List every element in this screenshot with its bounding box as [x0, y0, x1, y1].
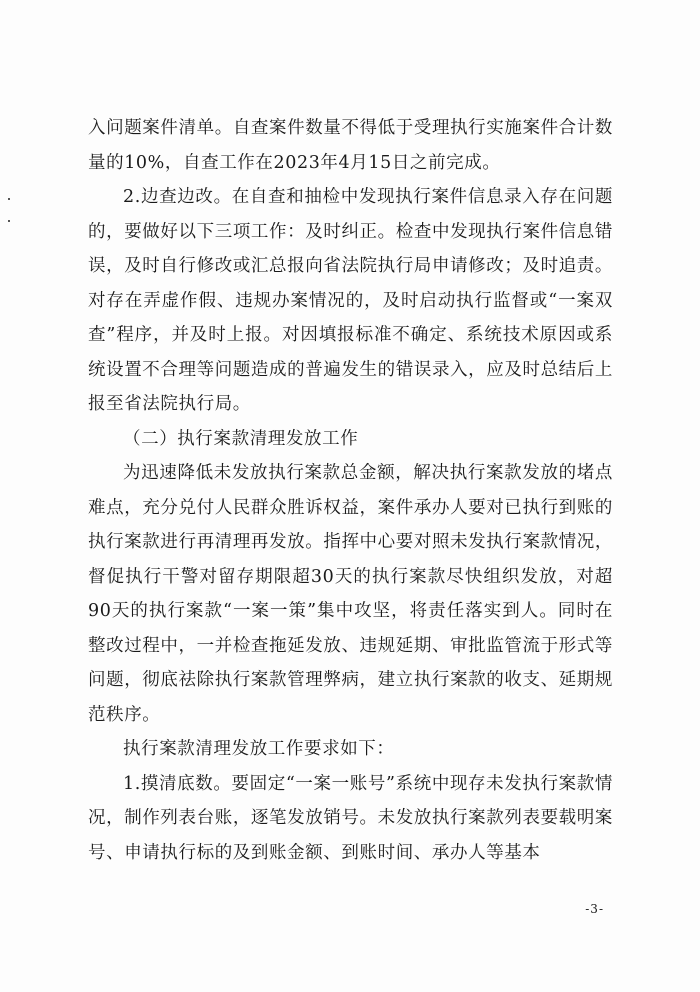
paragraph-item-1: 1.摸清底数。要固定“一案一账号”系统中现存未发执行案款情况，制作列表台账，逐笔发放销号。未发放执行案款列表要载明案号、申请执行标的及到账金额、到账时间、承办人等基本 — [88, 773, 613, 863]
document-body — [88, 111, 613, 870]
paragraph-case-funds: 为迅速降低未发放执行案款总金额，解决执行案款发放的堵点难点，充分兑付人民群众胜诉权益，案件承办人要对已执行到账的执行案款进行再清理再发放。指挥中心要对照未发执行案款情况，督促执行干警对留存期限超30天的执行案款尽快组织发放，对超90天的执行案款“一案一策”集中攻坚，将责任落实到人。同时在整改过程中，一并检查拖延发放、违规延期、审批监管流于形式等问题，彻底祛除执行案款管理弊病，建立执行案款的收支、延期规范秩序。 — [88, 463, 613, 725]
paragraph-requirements-intro: 执行案款清理发放工作要求如下： — [123, 739, 395, 759]
page-number: -3- — [585, 902, 604, 916]
paragraph-item-2: 2.边查边改。在自查和抽检中发现执行案件信息录入存在问题的，要做好以下三项工作：及时纠正。检查中发现执行案件信息错误，及时自行修改或汇总报向省法院执行局申请修改；及时追责。对存在弄虚作假、违规办案情况的，及时启动执行监督或“一案双查”程序，并及时上报。对因填报标准不确定、系统技术原因或系统设置不合理等问题造成的普遍发生的错误录入，应及时总结后上报至省法院执行局。 — [88, 187, 613, 414]
margin-mark — [8, 198, 10, 200]
margin-mark — [8, 220, 10, 222]
paragraph-continuation: 入问题案件清单。自查案件数量不得低于受理执行实施案件合计数量的10%，自查工作在2023年4月15日之前完成。 — [88, 118, 613, 173]
section-heading: （二）执行案款清理发放工作 — [123, 428, 359, 449]
